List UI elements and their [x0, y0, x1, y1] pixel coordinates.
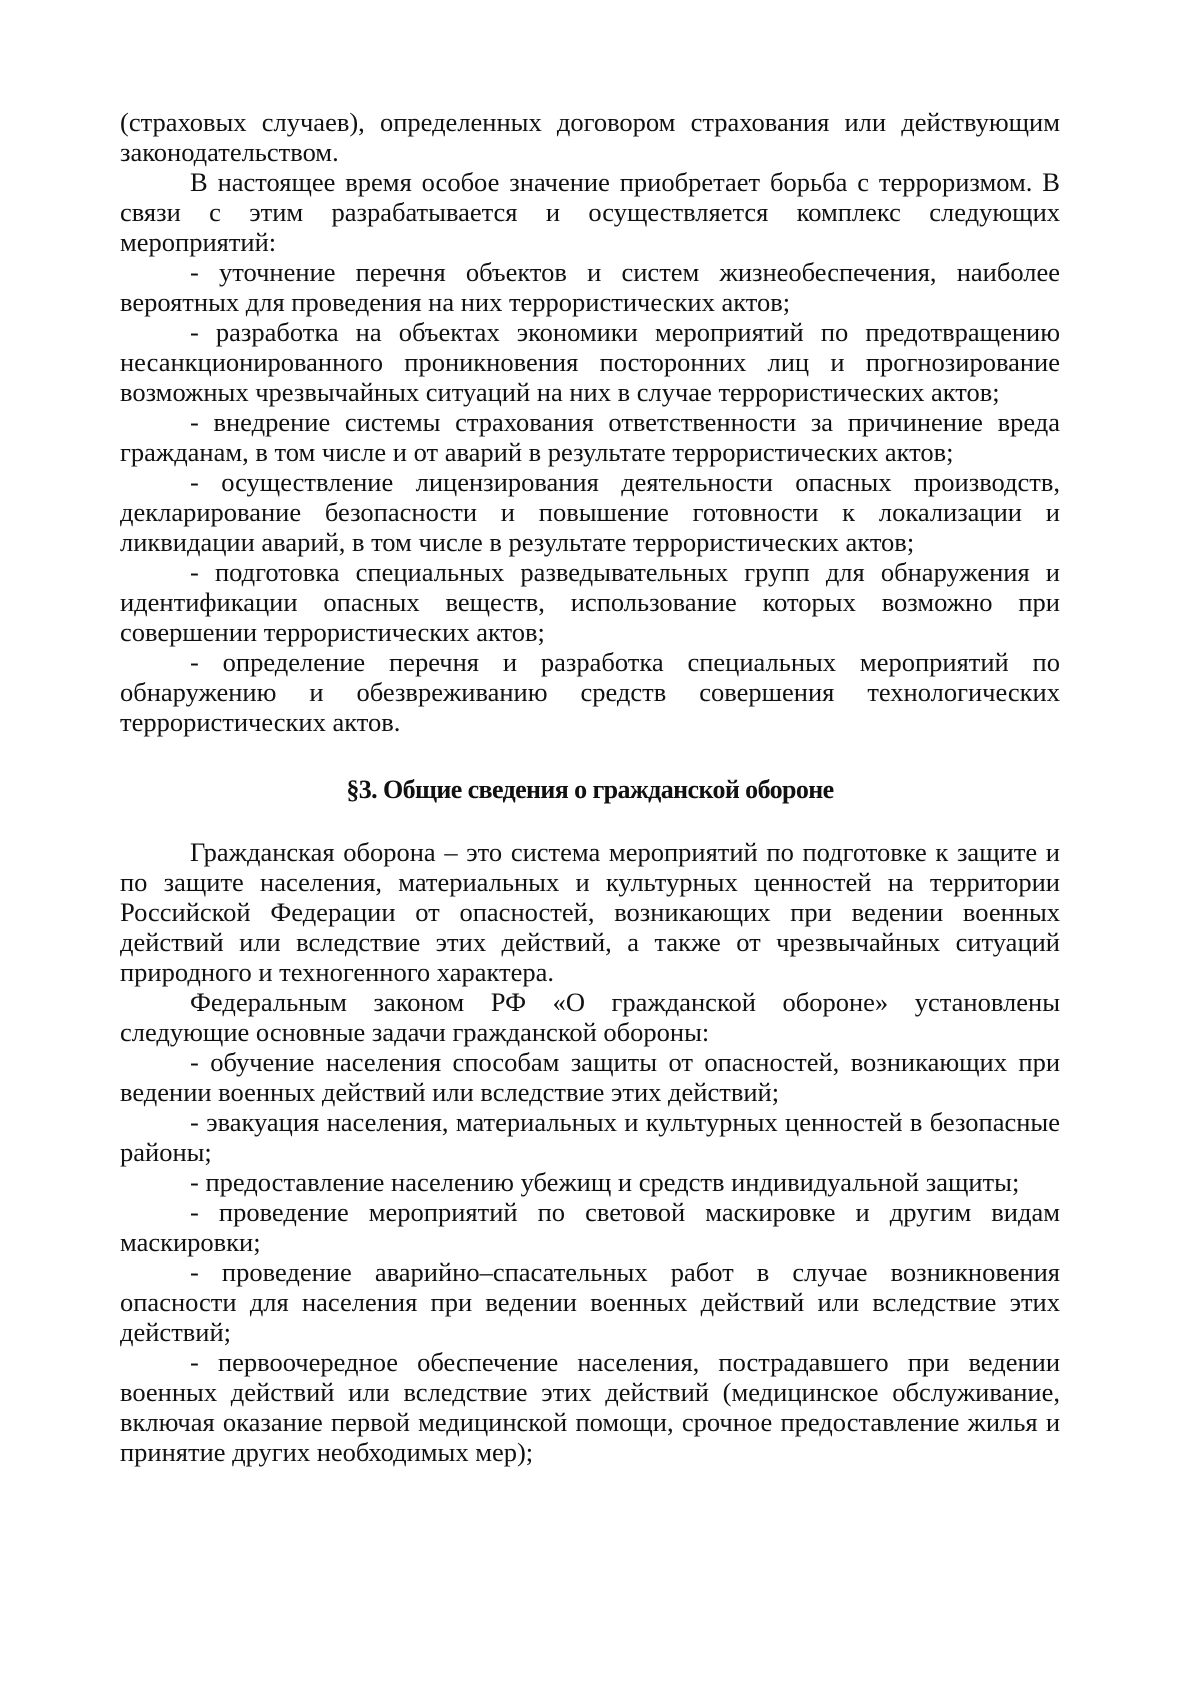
list-item-priority-support: - первоочередное обеспечение населения, пострадавшего при ведении военных действий или вследствие этих действий (медицинское обслуживание, включая оказание первой медицинской помощи, срочное предоставление жилья и принятие других необходимых мер); — [120, 1347, 1060, 1467]
paragraph-civil-defense-definition: Гражданская оборона – это система мероприятий по подготовке к защите и по защите населения, материальных и культурных ценностей на территории Российской Федерации от опасностей, возникающих при ведении военных действий или вследствие этих действий, а также от чрезвычайных ситуаций природного и техногенного характера. — [120, 837, 1060, 987]
document-page — [120, 107, 1060, 1467]
section-heading: §3. Общие сведения о гражданской обороне — [346, 775, 834, 804]
list-item-liability-insurance: - внедрение системы страхования ответственности за причинение вреда гражданам, в том числе и от аварий в результате террористических актов; — [120, 407, 1060, 467]
list-item-reconnaissance-groups: - подготовка специальных разведывательных групп для обнаружения и идентификации опасных веществ, использование которых возможно при совершении террористических актов; — [120, 557, 1060, 647]
paragraph-continuation: (страховых случаев), определенных договором страхования или действующим законодательством. — [120, 107, 1060, 167]
list-item-rescue-operations: - проведение аварийно–спасательных работ в случае возникновения опасности для населения при ведении военных действий или вследствие этих действий; — [120, 1257, 1060, 1347]
list-item-camouflage: - проведение мероприятий по световой маскировке и другим видам маскировки; — [120, 1197, 1060, 1257]
list-item-licensing: - осуществление лицензирования деятельности опасных производств, декларирование безопасности и повышение готовности к локализации и ликвидации аварий, в том числе в результате террористических актов; — [120, 467, 1060, 557]
paragraph-federal-law: Федеральным законом РФ «О гражданской обороне» установлены следующие основные задачи гражданской обороны: — [120, 987, 1060, 1047]
list-item-shelters: - предоставление населению убежищ и средств индивидуальной защиты; — [190, 1167, 1020, 1197]
list-item-objects-list: - уточнение перечня объектов и систем жизнеобеспечения, наиболее вероятных для проведения на них террористических актов; — [120, 257, 1060, 317]
paragraph-terrorism-intro: В настоящее время особое значение приобретает борьба с терроризмом. В связи с этим разрабатывается и осуществляется комплекс следующих мероприятий: — [120, 167, 1060, 257]
list-item-prevention-measures: - разработка на объектах экономики мероприятий по предотвращению несанкционированного проникновения посторонних лиц и прогнозирование возможных чрезвычайных ситуаций на них в случае террористических актов; — [120, 317, 1060, 407]
list-item-training: - обучение населения способам защиты от опасностей, возникающих при ведении военных действий или вследствие этих действий; — [120, 1047, 1060, 1107]
list-item-evacuation: - эвакуация населения, материальных и культурных ценностей в безопасные районы; — [120, 1107, 1060, 1167]
list-item-neutralization: - определение перечня и разработка специальных мероприятий по обнаружению и обезвреживанию средств совершения технологических террористических актов. — [120, 647, 1060, 737]
